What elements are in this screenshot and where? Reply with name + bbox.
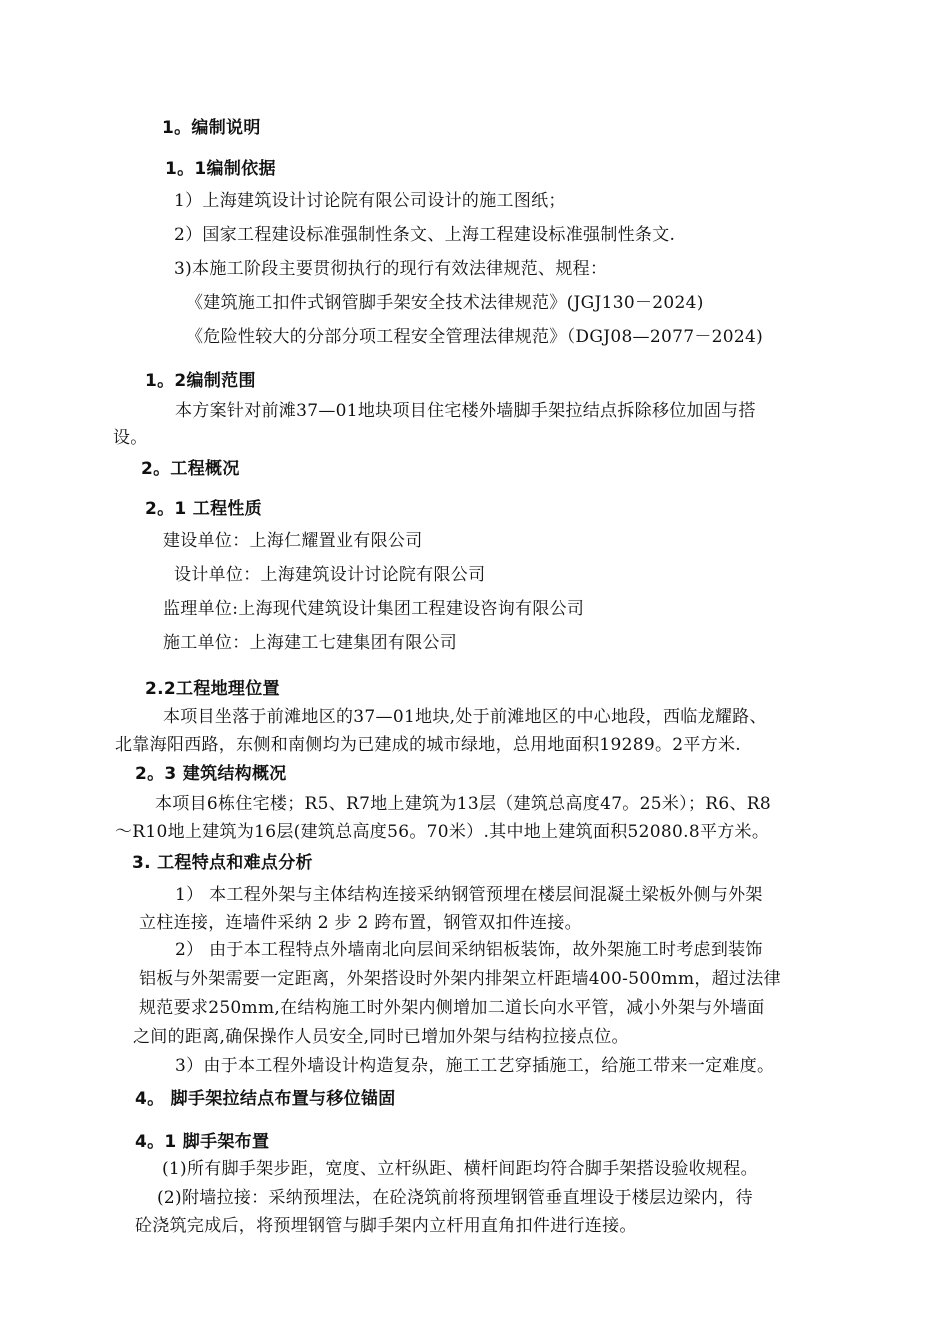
construction-unit: 施工单位：上海建工七建集团有限公司 <box>163 633 458 653</box>
layout-item-1: (1)所有脚手架步距，宽度、立杆纵距、横杆间距均符合脚手架搭设验收规程。 <box>162 1159 758 1179</box>
location-line-2: 北靠海阳西路，东侧和南侧均为已建成的城市绿地，总用地面积19289。2平方米. <box>115 735 741 755</box>
basis-item-2: 2）国家工程建设标准强制性条文、上海工程建设标准强制性条文. <box>174 225 676 245</box>
section-2-heading: 2。工程概况 <box>141 459 240 479</box>
scope-text-line-1: 本方案针对前滩37—01地块项目住宅楼外墙脚手架拉结点拆除移位加固与搭 <box>175 401 756 421</box>
section-4-heading: 4。 脚手架拉结点布置与移位锚固 <box>135 1089 396 1109</box>
analysis-1-line-1: 1） 本工程外架与主体结构连接采纳钢管预埋在楼层间混凝土梁板外侧与外架 <box>175 885 763 905</box>
basis-item-1: 1）上海建筑设计讨论院有限公司设计的施工图纸； <box>174 191 566 211</box>
section-1-2-heading: 1。2编制范围 <box>145 371 256 391</box>
section-2-2-heading: 2.2工程地理位置 <box>145 679 280 699</box>
analysis-1-line-2: 立柱连接，连墙件采纳 2 步 2 跨布置，钢管双扣件连接。 <box>139 913 582 933</box>
section-1-1-heading: 1。1编制依据 <box>165 159 276 179</box>
layout-item-2-line-2: 砼浇筑完成后，将预埋钢管与脚手架内立杆用直角扣件进行连接。 <box>135 1216 637 1236</box>
section-1-heading: 1。编制说明 <box>162 118 261 138</box>
owner-unit: 建设单位：上海仁耀置业有限公司 <box>163 531 423 551</box>
supervision-unit: 监理单位:上海现代建筑设计集团工程建设咨询有限公司 <box>163 599 585 619</box>
section-4-1-heading: 4。1 脚手架布置 <box>135 1132 270 1152</box>
analysis-3-line-1: 3）由于本工程外墙设计构造复杂，施工工艺穿插施工，给施工带来一定难度。 <box>175 1056 775 1076</box>
analysis-2-line-4: 之间的距离,确保操作人员安全,同时已增加外架与结构拉接点位。 <box>133 1027 629 1047</box>
structure-line-1: 本项目6栋住宅楼；R5、R7地上建筑为13层（建筑总高度47。25米）；R6、R8 <box>155 794 771 814</box>
basis-item-3: 3)本施工阶段主要贯彻执行的现行有效法律规范、规程： <box>174 259 608 279</box>
scope-text-line-2: 设。 <box>113 428 148 448</box>
structure-line-2: ～R10地上建筑为16层(建筑总高度56。70米）.其中地上建筑面积52080.8平方米。 <box>115 822 770 842</box>
analysis-2-line-2: 铝板与外架需要一定距离，外架搭设时外架内排架立杆距墙400-500mm，超过法律 <box>139 969 781 989</box>
layout-item-2-line-1: (2)附墙拉接：采纳预埋法，在砼浇筑前将预埋钢管垂直埋设于楼层边梁内，待 <box>157 1188 753 1208</box>
standard-dgj08: 《危险性较大的分部分项工程安全管理法律规范》（DGJ08—2077－2024) <box>186 327 764 347</box>
design-unit: 设计单位：上海建筑设计讨论院有限公司 <box>174 565 486 585</box>
standard-jgj130: 《建筑施工扣件式钢管脚手架安全技术法律规范》(JGJ130－2024) <box>186 293 704 313</box>
section-2-1-heading: 2。1 工程性质 <box>145 499 262 519</box>
analysis-2-line-1: 2） 由于本工程特点外墙南北向层间采纳铝板装饰，故外架施工时考虑到装饰 <box>175 940 763 960</box>
analysis-2-line-3: 规范要求250mm,在结构施工时外架内侧增加二道长向水平管，减小外架与外墙面 <box>139 998 765 1018</box>
section-2-3-heading: 2。3 建筑结构概况 <box>135 764 287 784</box>
section-3-heading: 3. 工程特点和难点分析 <box>132 853 313 873</box>
location-line-1: 本项目坐落于前滩地区的37—01地块,处于前滩地区的中心地段，西临龙耀路、 <box>163 707 767 727</box>
